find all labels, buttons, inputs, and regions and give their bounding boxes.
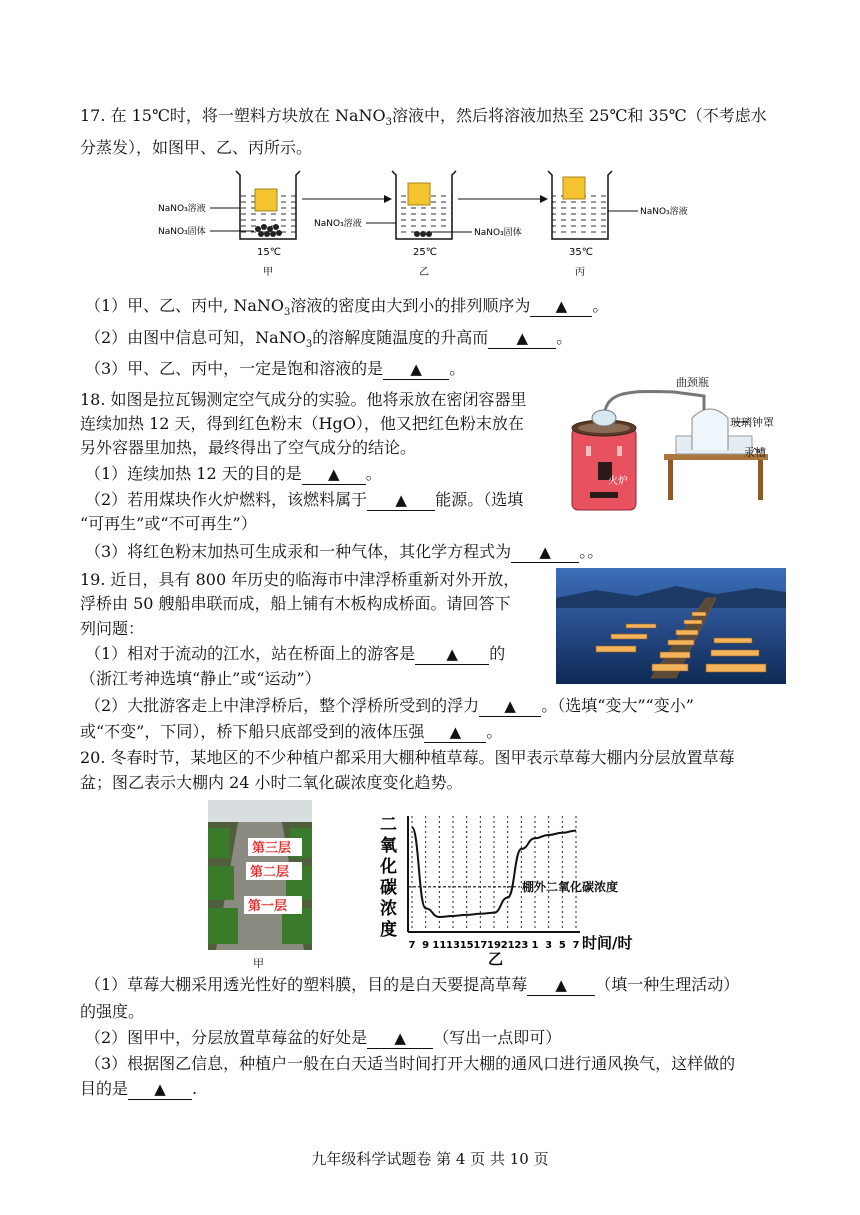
x-tick-label: 11 (432, 940, 447, 951)
q18-part3: （3）将红色粉末加热可生成汞和一种气体，其化学方程式为 ▲ 。。 (85, 542, 604, 561)
chart-xlabel: 时间/时 (582, 934, 633, 952)
beaker-bing (548, 171, 612, 239)
x-tick-label: 3 (545, 940, 553, 951)
beaker-jia (236, 171, 300, 239)
ylabel-char: 氧 (380, 836, 397, 856)
page-footer: 九年级科学试题卷 第 4 页 共 10 页 (311, 1150, 549, 1168)
layer-2-label: 第二层 (250, 865, 290, 880)
layer-3-label: 第三层 (252, 841, 292, 856)
temp-25: 25℃ (413, 247, 437, 258)
co2-concentration-chart (372, 808, 662, 966)
answer-blank[interactable]: ▲ (367, 490, 435, 511)
q20-part2: （2）图甲中，分层放置草莓盆的好处是 ▲ （写出一点即可） (85, 1028, 562, 1047)
q17-part1: （1）甲、乙、丙中, NaNO$_3$溶液的密度由大到小的排列顺序为 ▲ 。 (85, 296, 609, 319)
ylabel-char: 化 (380, 857, 397, 877)
x-tick-label: 9 (422, 940, 430, 951)
photo-caption-jia: 甲 (253, 957, 264, 970)
q18-stem-line3: 另外容器里加热，最终得出了空气成分的结论。 (80, 438, 417, 457)
q20-part3-line2: 目的是 ▲ . (80, 1079, 198, 1098)
q18-stem-line2: 连续加热 12 天，得到红色粉末（HgO），他又把红色粉末放在 (80, 414, 524, 433)
q19-part2: （2）大批游客走上中津浮桥后，整个浮桥所受到的浮力 ▲ 。（选填“变大”“变小” (85, 696, 694, 715)
q18-part2-line2: “可再生”或“不可再生”） (80, 514, 257, 533)
retort-label: 曲颈瓶 (676, 376, 709, 389)
answer-blank[interactable]: ▲ (424, 722, 486, 743)
trough-label: 汞槽 (744, 446, 766, 459)
temp-15: 15℃ (257, 247, 281, 258)
label-yi: 乙 (419, 267, 429, 278)
q19-stem-line2: 浮桥由 50 艘船串联而成，船上铺有木板构成桥面。请回答下 (80, 594, 511, 613)
answer-blank[interactable]: ▲ (511, 542, 579, 563)
q20-stem-line1: 20. 冬春时节，某地区的不少种植户都采用大棚种植草莓。图甲表示草莓大棚内分层放置草莓 (80, 748, 735, 767)
q18-stem-line1: 18. 如图是拉瓦锡测定空气成分的实验。他将汞放在密闭容器里 (80, 390, 527, 409)
ylabel-char: 度 (380, 920, 397, 940)
q20-part3: （3）根据图乙信息，种植户一般在白天适当时间打开大棚的通风口进行通风换气，这样做的 (85, 1054, 736, 1073)
chart-caption: 乙 (488, 950, 504, 966)
floating-bridge-photo (556, 568, 786, 684)
label-bing: 丙 (575, 267, 585, 278)
q19-part2-line2: 或“不变”，下同），桥下船只底部受到的液体压强 ▲ 。 (80, 722, 503, 741)
x-tick-label: 21 (500, 940, 515, 951)
q19-part1: （1）相对于流动的江水，站在桥面上的游客是 ▲ 的 (85, 644, 506, 663)
q20-stem-line2: 盆；图乙表示大棚内 24 小时二氧化碳浓度变化趋势。 (80, 773, 463, 792)
answer-blank[interactable]: ▲ (128, 1079, 192, 1100)
q20-part1-line2: 的强度。 (80, 1002, 145, 1021)
ylabel-char: 浓 (380, 899, 397, 919)
q17-stem-line1: 17. 在 15℃时，将一塑料方块放在 NaNO$_3$溶液中，然后将溶液加热至 25℃和 35℃（不考虑水 (80, 106, 767, 129)
lavoisier-apparatus-figure (564, 372, 784, 516)
temp-35: 35℃ (569, 247, 593, 258)
ylabel-char: 二 (380, 815, 397, 835)
answer-blank[interactable]: ▲ (367, 1028, 433, 1049)
sol-label-1: NaNO₃溶液 (158, 204, 206, 214)
answer-blank[interactable]: ▲ (302, 464, 366, 485)
ylabel-char: 碳 (380, 878, 397, 898)
q17-stem-line2: 分蒸发），如图甲、乙、丙所示。 (80, 138, 313, 157)
solid-label-1: NaNO₃固体 (158, 227, 206, 237)
furnace-label: 火炉 (608, 476, 628, 487)
x-tick-label: 15 (459, 940, 474, 951)
layer-1-label: 第一层 (248, 899, 288, 914)
reference-label: 棚外二氧化碳浓度 (522, 879, 619, 894)
q18-part2: （2）若用煤块作火炉燃料，该燃料属于 ▲ 能源。（选填 (85, 490, 524, 509)
x-tick-label: 7 (572, 940, 580, 951)
answer-blank[interactable]: ▲ (415, 644, 489, 665)
label-jia: 甲 (263, 267, 273, 278)
beaker-yi (392, 171, 456, 239)
x-tick-label: 19 (487, 940, 501, 951)
x-tick-label: 13 (446, 940, 460, 951)
q20-part1: （1）草莓大棚采用透光性好的塑料膜，目的是白天要提高草莓 ▲ （填一种生理活动） (85, 975, 740, 994)
sol-label-3: NaNO₃溶液 (640, 207, 688, 217)
q19-stem-line3: 列问题： (80, 619, 145, 638)
answer-blank[interactable]: ▲ (479, 696, 541, 717)
x-tick-label: 7 (408, 940, 416, 951)
x-tick-label: 1 (531, 940, 539, 951)
sol-label-2: NaNO₃溶液 (314, 219, 362, 229)
q18-part1: （1）连续加热 12 天的目的是 ▲ 。 (85, 464, 382, 483)
q17-part3: （3）甲、乙、丙中，一定是饱和溶液的是 ▲ 。 (85, 359, 466, 378)
q17-part2: （2）由图中信息可知，NaNO$_3$的溶解度随温度的升高而 ▲ 。 (85, 328, 573, 351)
answer-blank[interactable]: ▲ (383, 359, 449, 380)
bell-label: 玻璃钟罩 (730, 416, 774, 429)
q17-beaker-figure (150, 163, 710, 285)
answer-blank[interactable]: ▲ (530, 296, 592, 317)
q19-stem-line1: 19. 近日，具有 800 年历史的临海市中津浮桥重新对外开放， (80, 570, 520, 589)
chart-ylabel (379, 815, 398, 940)
q19-part1-line2: （浙江考神选填“静止”或“运动”） (80, 669, 321, 688)
answer-blank[interactable]: ▲ (527, 975, 595, 996)
x-tick-label: 17 (473, 940, 488, 951)
solid-label-2: NaNO₃固体 (474, 228, 522, 238)
x-tick-label: 23 (514, 940, 529, 951)
answer-blank[interactable]: ▲ (488, 328, 556, 349)
x-tick-label: 5 (558, 940, 566, 951)
strawberry-greenhouse-photo (208, 800, 312, 950)
